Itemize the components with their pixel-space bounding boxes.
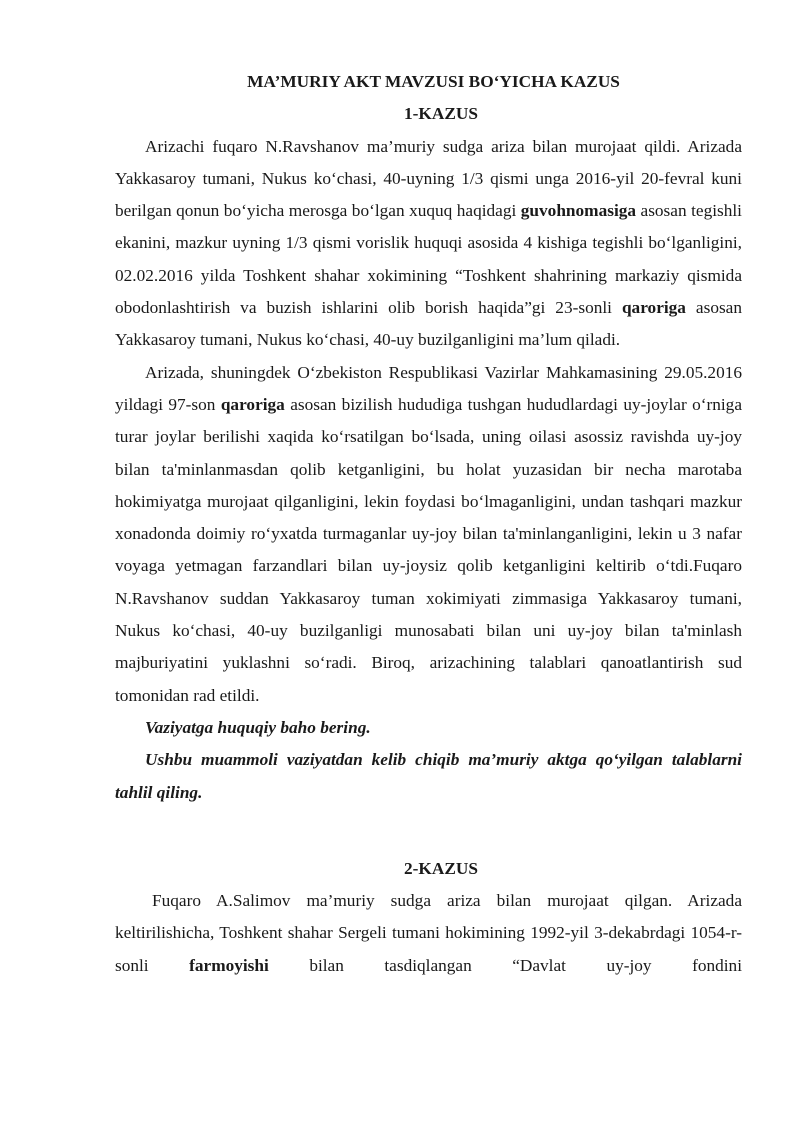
case2-heading: 2-KAZUS (404, 858, 478, 878)
document-title: MA’MURIY AKT MAVZUSI BO‘YICHA KAZUS (247, 72, 620, 91)
case1-heading: 1-KAZUS (404, 104, 478, 124)
case2-p1-text-a: Fuqaro A.Salimov ma’muriy sudga ariza bilan murojaat qilgan. Arizada keltirilishicha, Toshkent shahar Sergeli tumani hokimining 1992-yil 3-dekabrdagi 1054-r-sonli (115, 891, 742, 975)
case1-p1-bold-guvohnomasiga: guvohnomasiga (520, 201, 637, 221)
case2-p1-text-c: bilan tasdiqlangan “Davlat uy-joy fondini (268, 955, 742, 975)
section-spacer (115, 809, 742, 841)
document-page (115, 66, 742, 982)
case1-p1-bold-qaroriga: qaroriga (621, 298, 686, 318)
case1-paragraph-2 (115, 357, 742, 712)
case2-paragraph-1 (115, 885, 742, 982)
case1-task-2: Ushbu muammoli vaziyatdan kelib chiqib ma’muriy aktga qo‘yilgan talablarni tahlil qiling. (115, 750, 742, 802)
case2-p1-bold-farmoyishi: farmoyishi (189, 955, 269, 975)
case1-task-1: Vaziyatga huquqiy baho bering. (145, 717, 371, 737)
case1-p1-text-a: Arizachi fuqaro N.Ravshanov ma’muriy sudga ariza bilan murojaat qildi. Arizada Yakkasaroy tumani, Nukus ko‘chasi, 40-uyning 1/3 qismi unga 2016-yil 20-fevral kuni berilgan qonun bo‘yicha merosga bo‘lgan xuquq haqidagi (115, 136, 742, 221)
case1-p1-text-c: asosan tegishli ekanini, mazkur uyning 1/3 qismi vorislik huquqi asosida 4 kishiga tegishli bo‘lganligini, 02.02.2016 yilda Toshkent shahar xokimining “Toshkent shahrining markaziy qismida obodonlashtirish va buzish ishlarini olib borish haqida”gi 23-sonli (115, 201, 742, 318)
case1-paragraph-1 (115, 131, 742, 357)
case1-p2-text-a: Arizada, shuningdek O‘zbekiston Respublikasi Vazirlar Mahkamasining 29.05.2016 yildagi 97-son (115, 362, 742, 414)
case1-p1-text-d: asosan Yakkasaroy tumani, Nukus ko‘chasi, 40-uy buzilganligini ma’lum qiladi. (115, 298, 742, 350)
case1-p2-text-c: asosan bizilish hududiga tushgan hududlardagi uy-joylar o‘rniga turar joylar berilishi xaqida ko‘rsatilgan bo‘lsada, uning oilasi asossiz ravishda uy-joy bilan ta'minlanmasdan qolib ketganligini, bu holat yuzasidan bir necha marotaba hokimiyatga murojaat qilganligini, lekin foydasi bo‘lmaganligini, undan tashqari mazkur xonadonda doimiy ro‘yxatda turmaganlar uy-joy bilan ta'minlanganligini, lekin u 3 nafar voyaga yetmagan farzandlari bilan uy-joysiz qolib ketganligini keltirib o‘tdi.Fuqaro N.Ravshanov suddan Yakkasaroy tuman xokimiyati zimmasiga Yakkasaroy tumani, Nukus ko‘chasi, 40-uy buzilganligi munosabati bilan uni uy-joy bilan ta'minlash majburiyatini yuklashni so‘radi. Biroq, arizachining talablari qanoatlantirish sud tomonidan rad etildi. (115, 394, 742, 705)
case1-p2-bold-qaroriga: qaroriga (220, 394, 285, 414)
